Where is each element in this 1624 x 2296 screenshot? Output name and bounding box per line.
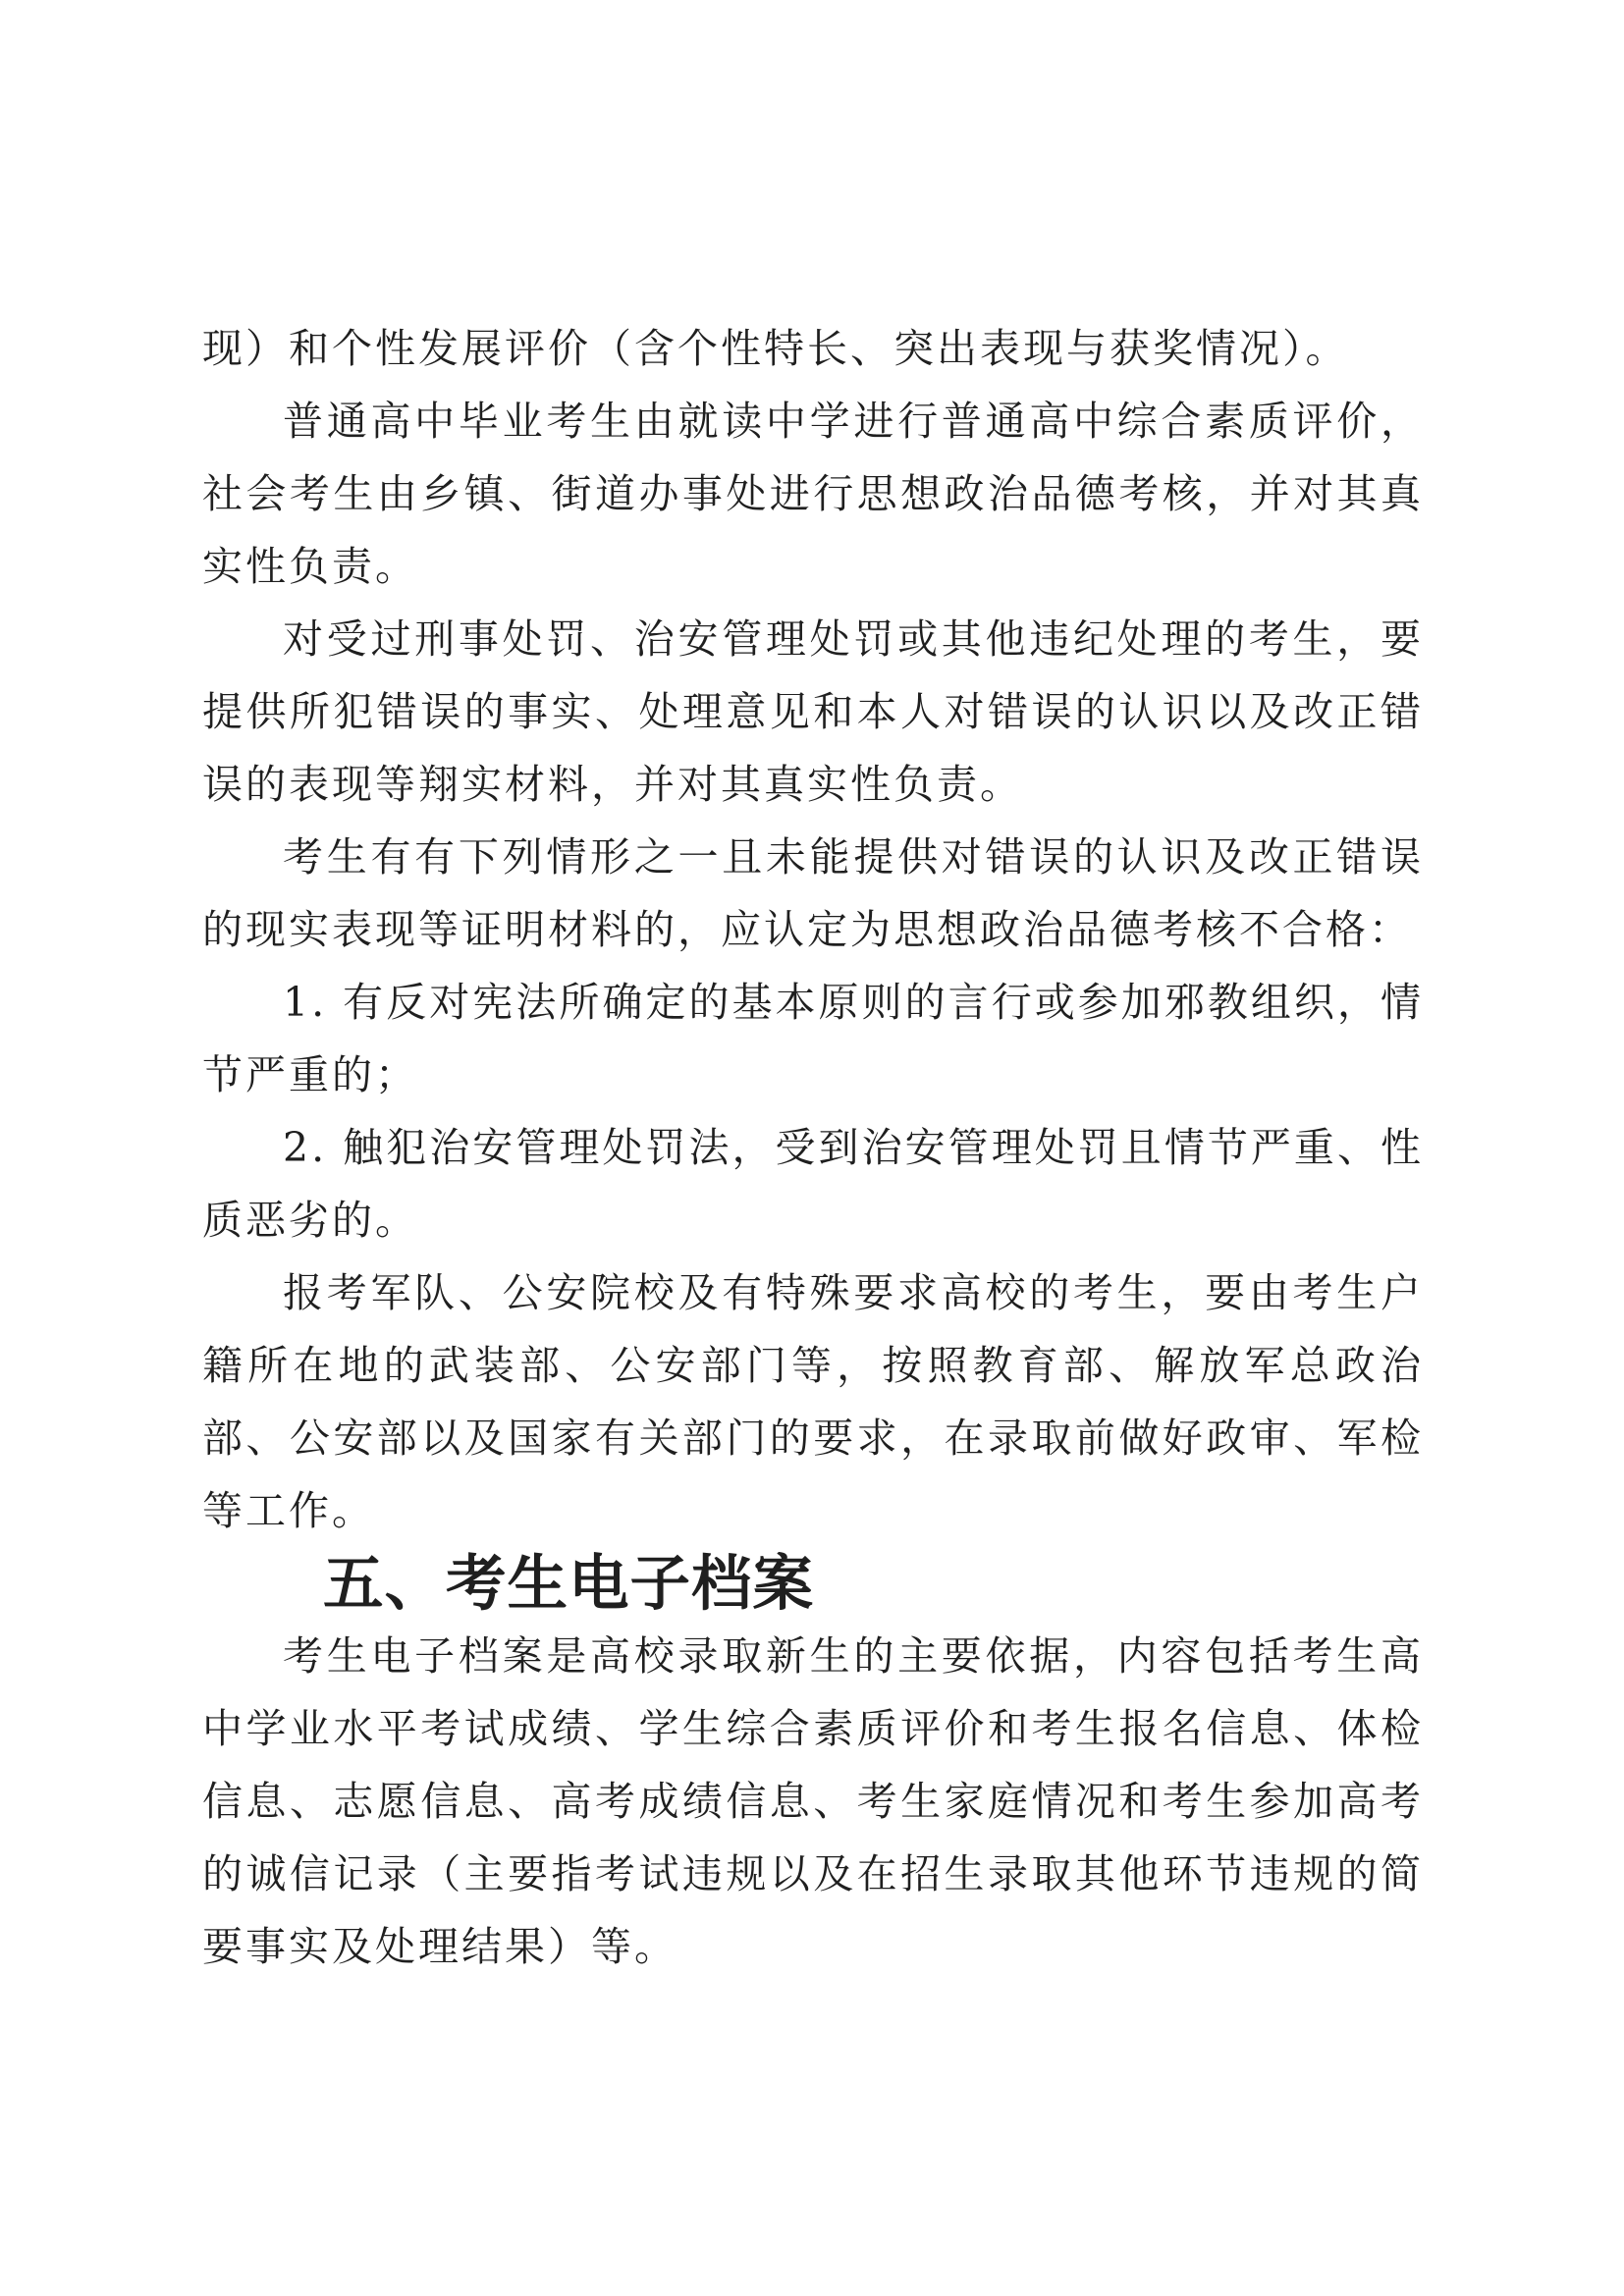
document-body xyxy=(202,312,1424,1983)
list-item-condition-2: 2. 触犯治安管理处罚法，受到治安管理处罚且情节严重、性质恶劣的。 xyxy=(202,1124,1424,1244)
paragraph-failing-conditions: 考生有有下列情形之一且未能提供对错误的认识及改正错误的现实表现等证明材料的，应认定为思想政治品德考核不合格： xyxy=(202,833,1424,953)
paragraph-disciplinary-materials: 对受过刑事处罚、治安管理处罚或其他违纪处理的考生，要提供所犯错误的事实、处理意见和本人对错误的认识以及改正错误的表现等翔实材料，并对其真实性负责。 xyxy=(202,615,1424,808)
paragraph-evaluation-continuation: 现）和个性发展评价（含个性特长、突出表现与获奖情况）。 xyxy=(202,325,1349,372)
paragraph-military-police-review: 报考军队、公安院校及有特殊要求高校的考生，要由考生户籍所在地的武装部、公安部门等，按照教育部、解放军总政治部、公安部以及国家有关部门的要求，在录取前做好政审、军检等工作。 xyxy=(202,1269,1424,1534)
list-item-condition-1: 1. 有反对宪法所确定的基本原则的言行或参加邪教组织，情节严重的； xyxy=(202,979,1424,1098)
paragraph-electronic-archive: 考生电子档案是高校录取新生的主要依据，内容包括考生高中学业水平考试成绩、学生综合素质评价和考生报名信息、体检信息、志愿信息、高考成绩信息、考生家庭情况和考生参加高考的诚信记录（主要指考试违规以及在招生录取其他环节违规的简要事实及处理结果）等。 xyxy=(202,1632,1424,1970)
section-heading-electronic-archive: 五、考生电子档案 xyxy=(323,1548,815,1619)
paragraph-evaluation-responsibility: 普通高中毕业考生由就读中学进行普通高中综合素质评价，社会考生由乡镇、街道办事处进行思想政治品德考核，并对其真实性负责。 xyxy=(202,398,1424,590)
